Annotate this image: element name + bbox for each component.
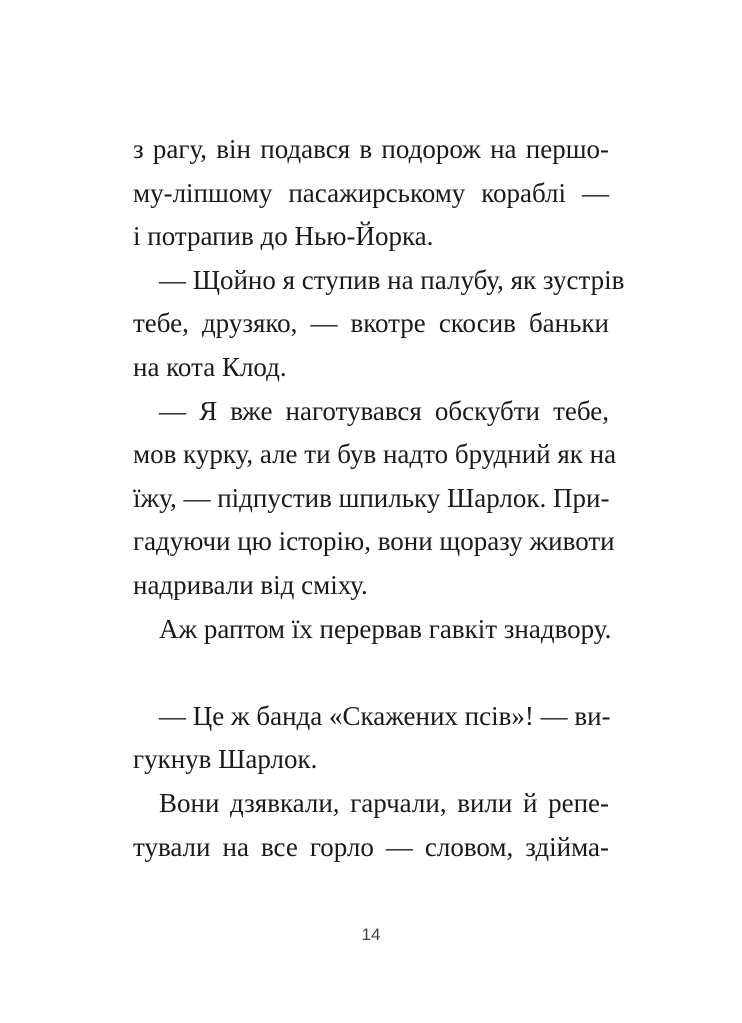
text-line: Аж раптом їх перервав гавкіт знадвору. bbox=[159, 613, 612, 644]
body-text bbox=[133, 128, 625, 869]
text-line: Вони дзявкали, гарчали, вили й репе- bbox=[159, 787, 609, 818]
text-line: му-ліпшому пасажирському кораблі — bbox=[133, 177, 609, 208]
text-line: і потрапив до Нью-Йорка. bbox=[133, 221, 434, 252]
text-line: тували на все горло — словом, здійма- bbox=[133, 831, 609, 862]
text-line: їжу, — підпустив шпильку Шарлок. При- bbox=[133, 482, 610, 513]
section-break bbox=[133, 651, 609, 695]
page-number: 14 bbox=[361, 925, 381, 944]
text-line: тебе, друзяко, — вкотре скосив баньки bbox=[133, 308, 609, 339]
text-line: гадуючи цю історію, вони щоразу животи bbox=[133, 526, 615, 557]
text-line: мов курку, але ти був надто брудний як на bbox=[133, 439, 617, 470]
text-line: на кота Клод. bbox=[133, 351, 287, 382]
text-line: — Це ж банда «Скажених псів»! — ви- bbox=[159, 700, 611, 731]
text-line: гукнув Шарлок. bbox=[133, 744, 318, 775]
text-line: — Щойно я ступив на палубу, як зустрів bbox=[159, 264, 625, 295]
text-line: — Я вже наготувався обскубти тебе, bbox=[159, 395, 609, 426]
text-line: надривали від сміху. bbox=[133, 569, 368, 600]
text-line: з рагу, він подався в подорож на першо- bbox=[133, 134, 609, 164]
